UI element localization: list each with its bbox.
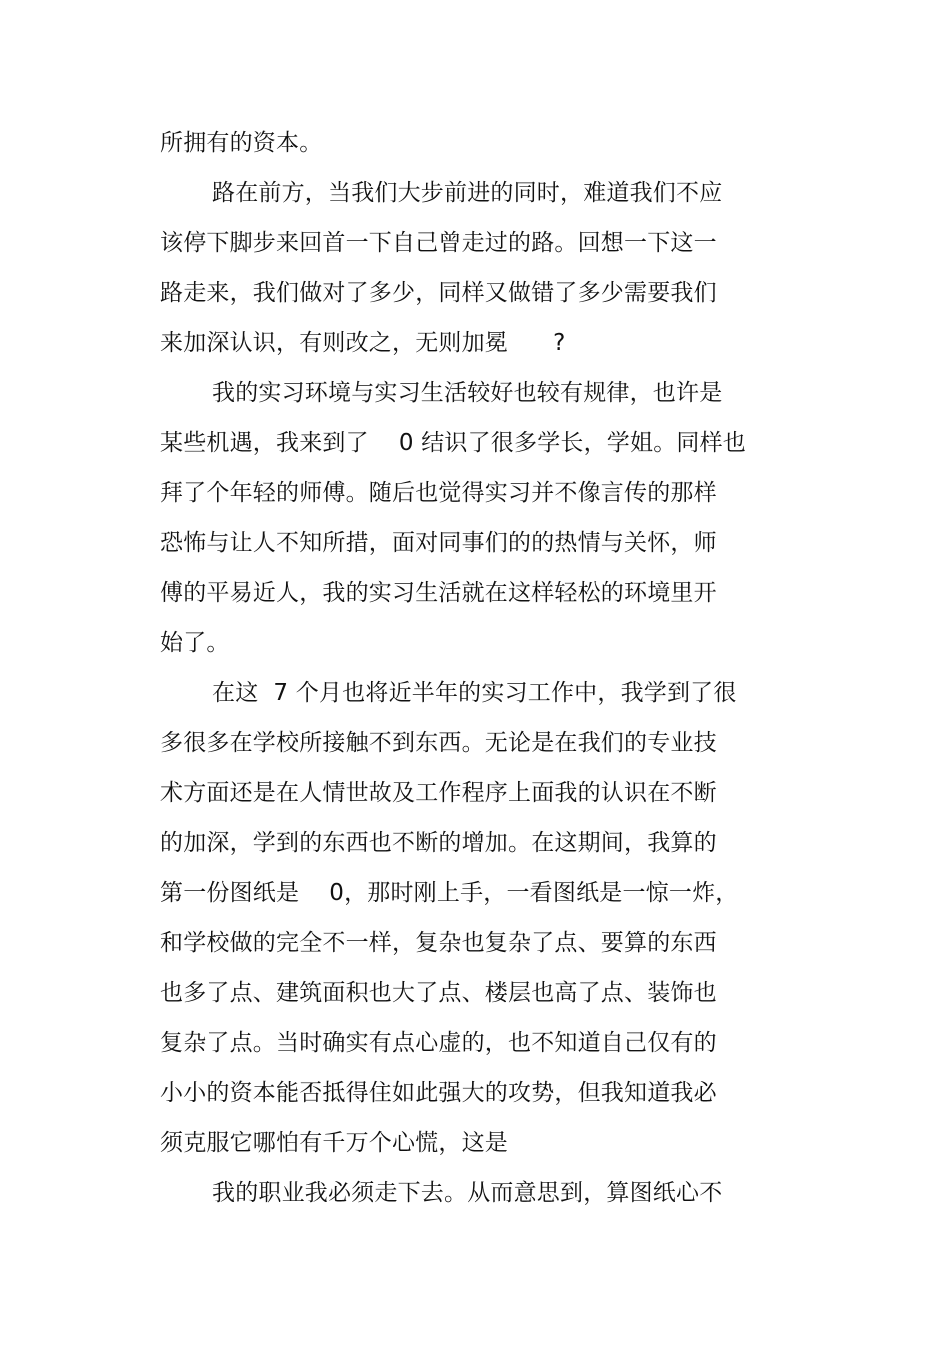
- text-line: 来加深认识，有则改之，无则加冕 ?: [160, 330, 566, 356]
- text-line: 也多了点、建筑面积也大了点、楼层也高了点、装饰也: [160, 980, 717, 1006]
- text-line: 我的职业我必须走下去。从而意思到，算图纸心不: [212, 1180, 723, 1206]
- text-line: 小小的资本能否抵得住如此强大的攻势，但我知道我必: [160, 1080, 717, 1106]
- text-line: 我的实习环境与实习生活较好也较有规律，也许是: [212, 380, 723, 406]
- text-line: 第一份图纸是 0，那时刚上手，一看图纸是一惊一炸，: [160, 880, 739, 906]
- text-line: 的加深，学到的东西也不断的增加。在这期间，我算的: [160, 830, 717, 856]
- text-line: 和学校做的完全不一样，复杂也复杂了点、要算的东西: [160, 930, 717, 956]
- text-line: 路在前方，当我们大步前进的同时，难道我们不应: [212, 180, 723, 206]
- text-line: 拜了个年轻的师傅。随后也觉得实习并不像言传的那样: [160, 480, 717, 506]
- text-line: 所拥有的资本。: [160, 130, 323, 156]
- text-line: 始了。: [160, 630, 230, 656]
- text-line: 复杂了点。当时确实有点心虚的，也不知道自己仅有的: [160, 1030, 717, 1056]
- text-line: 该停下脚步来回首一下自己曾走过的路。回想一下这一: [160, 230, 717, 256]
- text-line: 在这 7 个月也将近半年的实习工作中，我学到了很: [212, 680, 737, 706]
- text-line: 恐怖与让人不知所措，面对同事们的的热情与关怀，师: [160, 530, 717, 556]
- text-line: 傅的平易近人，我的实习生活就在这样轻松的环境里开: [160, 580, 717, 606]
- text-line: 多很多在学校所接触不到东西。无论是在我们的专业技: [160, 730, 717, 756]
- text-line: 某些机遇，我来到了 0 结识了很多学长，学姐。同样也: [160, 430, 746, 456]
- text-line: 路走来，我们做对了多少，同样又做错了多少需要我们: [160, 280, 717, 306]
- text-line: 须克服它哪怕有千万个心慌，这是: [160, 1130, 508, 1156]
- text-line: 术方面还是在人情世故及工作程序上面我的认识在不断: [160, 780, 717, 806]
